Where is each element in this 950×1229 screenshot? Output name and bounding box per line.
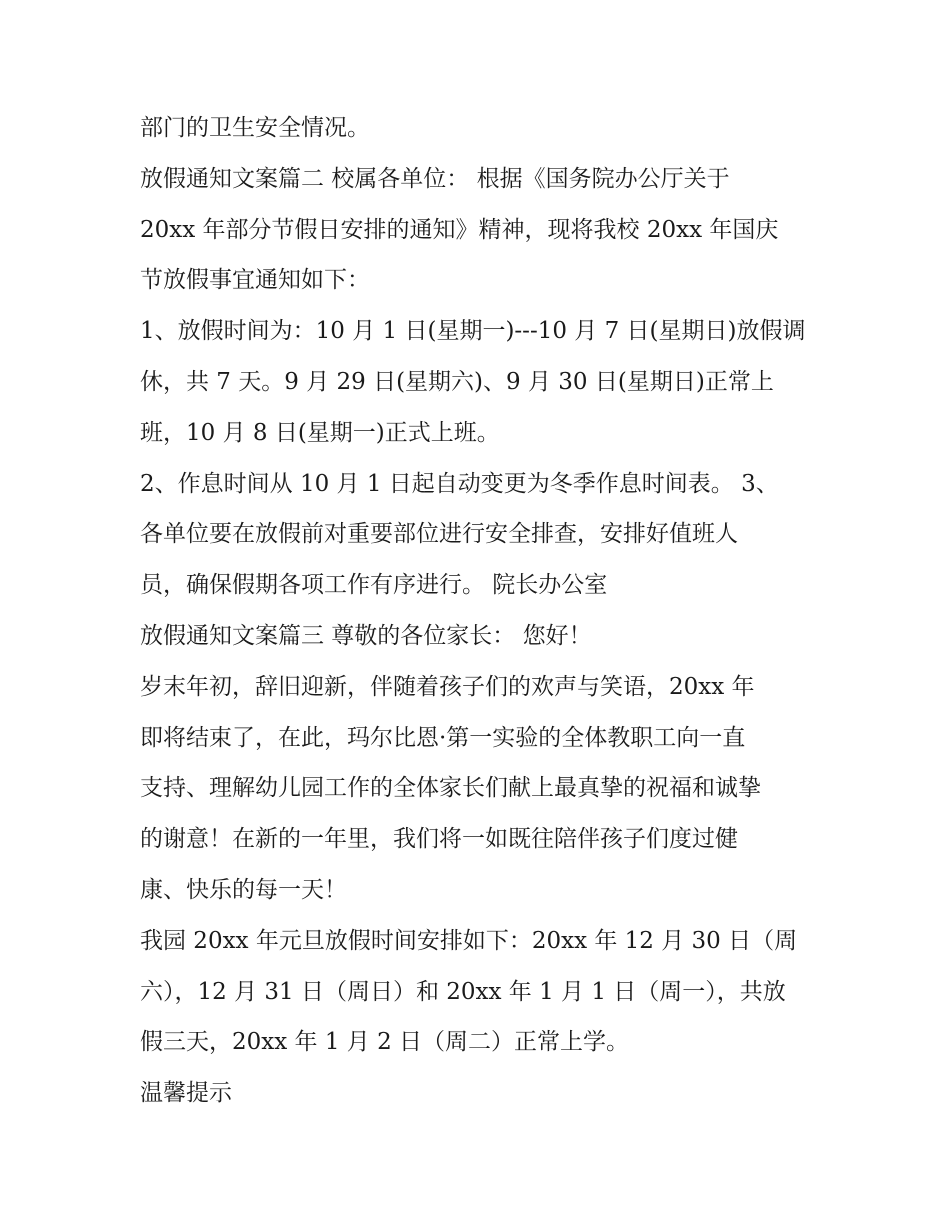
text-line: 部门的卫生安全情况。 (140, 115, 370, 141)
text-line: 各单位要在放假前对重要部位进行安全排查，安排好值班人 (140, 521, 738, 548)
text-line: 康、快乐的每一天！ (140, 876, 347, 903)
document-body (140, 103, 830, 1119)
text-line: 假三天，20xx 年 1 月 2 日（周二）正常上学。 (140, 1029, 630, 1056)
text-line: 温馨提示 (140, 1080, 232, 1107)
text-line: 班，10 月 8 日(星期一)正式上班。 (140, 419, 500, 446)
text-line: 放假通知文案篇二 校属各单位： 根据《国务院办公厅关于 (140, 165, 730, 192)
text-line: 1、放假时间为：10 月 1 日(星期一)---10 月 7 日(星期日)放假调 (140, 318, 806, 345)
text-line: 岁末年初，辞旧迎新，伴随着孩子们的欢声与笑语，20xx 年 (140, 673, 755, 700)
text-line: 六），12 月 31 日（周日）和 20xx 年 1 月 1 日（周一），共放 (140, 978, 786, 1005)
text-line: 2、作息时间从 10 月 1 日起自动变更为冬季作息时间表。 3、 (140, 470, 779, 497)
text-line: 员，确保假期各项工作有序进行。 院长办公室 (140, 572, 608, 599)
text-line: 节放假事宜通知如下： (140, 267, 370, 294)
text-line: 我园 20xx 年元旦放假时间安排如下：20xx 年 12 月 30 日（周 (140, 927, 798, 954)
text-line: 20xx 年部分节假日安排的通知》精神，现将我校 20xx 年国庆 (140, 216, 779, 243)
text-line: 放假通知文案篇三 尊敬的各位家长： 您好！ (140, 622, 592, 649)
text-line: 支持、理解幼儿园工作的全体家长们献上最真挚的祝福和诚挚 (140, 775, 761, 802)
text-line: 的谢意！在新的一年里，我们将一如既往陪伴孩子们度过健 (140, 826, 738, 853)
text-line: 即将结束了，在此，玛尔比恩·第一实验的全体教职工向一直 (140, 724, 746, 751)
text-line: 休，共 7 天。9 月 29 日(星期六)、9 月 30 日(星期日)正常上 (140, 368, 774, 395)
